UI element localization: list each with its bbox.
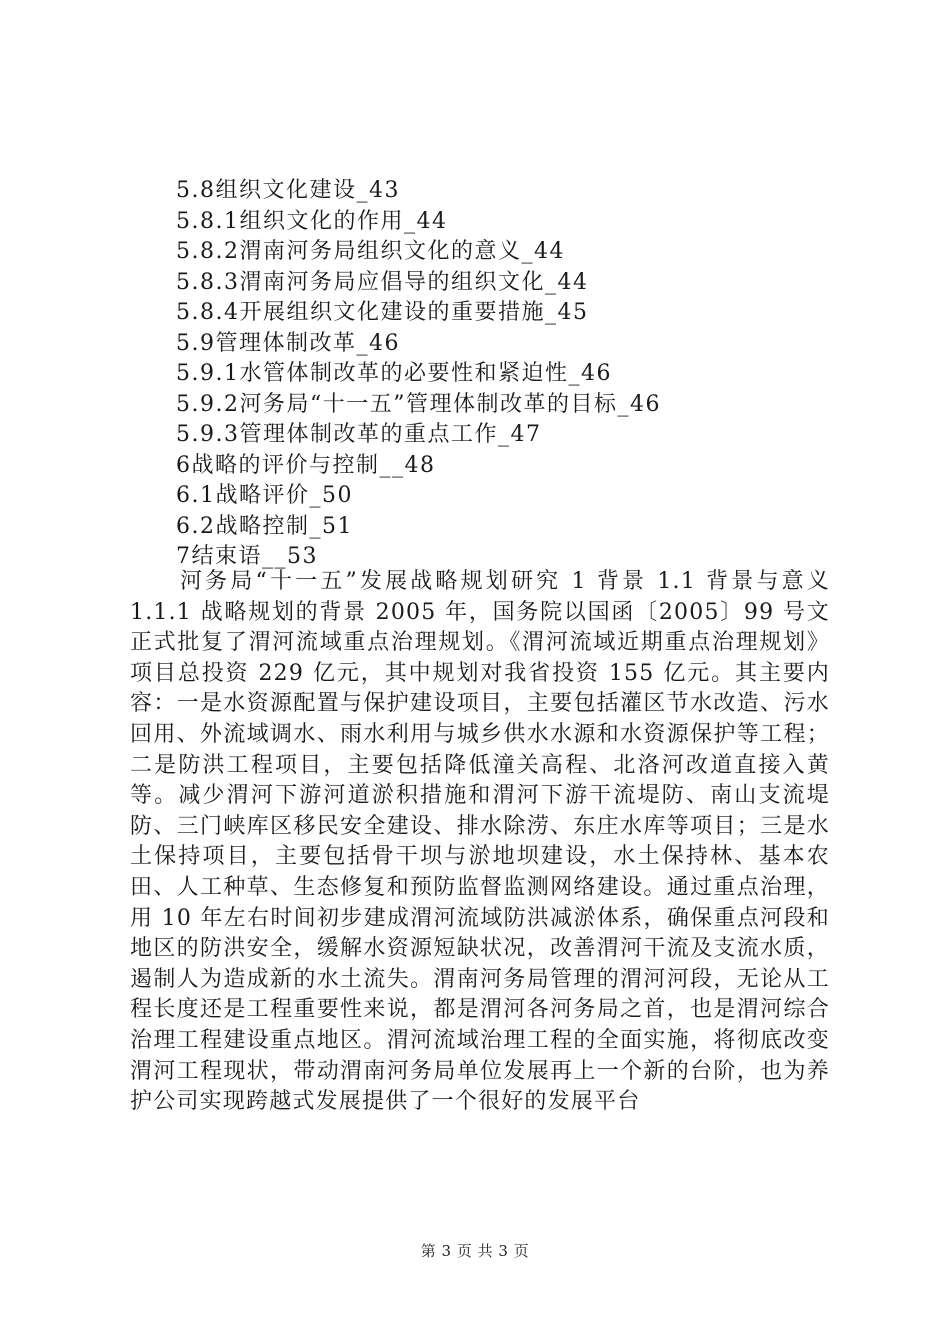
toc-item: 5.8.2渭南河务局组织文化的意义_44: [176, 239, 565, 264]
toc-item: 7结束语__53: [176, 544, 318, 569]
toc-item: 6.1战略评价_50: [176, 483, 353, 508]
toc-item: 6.2战略控制_51: [176, 513, 353, 539]
page-footer: 第 3 页 共 3 页: [420, 1242, 530, 1260]
toc-item: 6战略的评价与控制__48: [176, 452, 436, 478]
toc-item: 5.8组织文化建设_43: [176, 178, 400, 203]
table-of-contents: [176, 176, 661, 573]
toc-item: 5.8.4开展组织文化建设的重要措施_45: [176, 300, 589, 325]
toc-item: 5.9.3管理体制改革的重点工作_47: [176, 422, 542, 447]
toc-item: 5.8.1组织文化的作用_44: [176, 208, 448, 234]
toc-item: 5.8.3渭南河务局应倡导的组织文化_44: [176, 269, 589, 295]
toc-item: 5.9.1水管体制改革的必要性和紧迫性_46: [176, 361, 612, 386]
body-paragraph: 河务局“十一五”发展战略规划研究 1 背景 1.1 背景与意义 1.1.1 战略规划的背景 2005 年，国务院以国函〔2005〕99 号文正式批复了渭河流域重点治理规划。《渭河流域近期重点治理规划》项目总投资 229 亿元，其中规划对我省投资 155 亿元。其主要内容：一是水资源配置与保护建设项目，主要包括灌区节水改造、污水回用、外流域调水、雨水利用与城乡供水水源和水资源保护等工程；二是防洪工程项目，主要包括降低潼关高程、北洛河改道直接入黄等。减少渭河下游河道淤积措施和渭河下游干流堤防、南山支流堤防、三门峡库区移民安全建设、排水除涝、东庄水库等项目；三是水土保持项目，主要包括骨干坝与淤地坝建设，水土保持林、基本农田、人工种草、生态修复和预防监督监测网络建设。通过重点治理，用 10 年左右时间初步建成渭河流域防洪减淤体系，确保重点河段和地区的防洪安全，缓解水资源短缺状况，改善渭河干流及支流水质，遏制人为造成新的水土流失。渭南河务局管理的渭河河段，无论从工程长度还是工程重要性来说，都是渭河各河务局之首，也是渭河综合治理工程建设重点地区。渭河流域治理工程的全面实施，将彻底改变渭河工程现状，带动渭南河务局单位发展再上一个新的台阶，也为养护公司实现跨越式发展提供了一个很好的发展平台: [130, 569, 830, 1115]
toc-item: 5.9.2河务局“十一五”管理体制改革的目标_46: [176, 391, 661, 417]
toc-item: 5.9管理体制改革_46: [176, 330, 400, 356]
